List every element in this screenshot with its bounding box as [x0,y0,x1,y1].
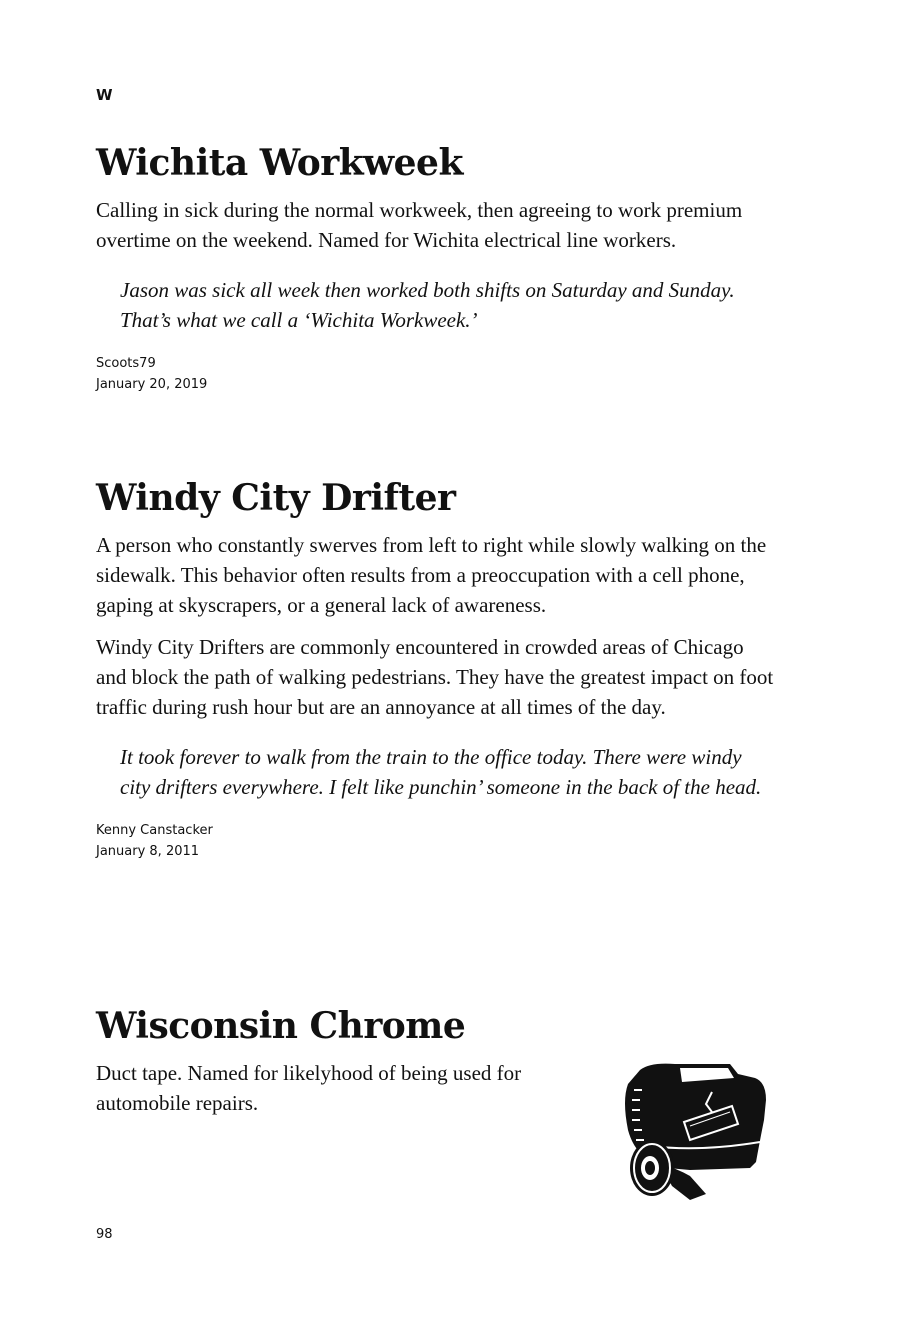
example-quote: It took forever to walk from the train to the office today. There were windy city drifters everywhere. I felt like punchin’ someone in the back of the head. [120,745,762,799]
duct-tape-car-bumper-icon [620,1060,770,1202]
date: January 8, 2011 [96,844,200,859]
definition: Windy City Drifters are commonly encountered in crowded areas of Chicago and block the path of walking pedestrians. They have the greatest impact on foot traffic during rush hour but are an annoyance at all times of the day. [96,635,774,719]
entry-wichita-workweek [96,141,776,395]
date: January 20, 2019 [96,377,208,392]
definition: Duct tape. Named for likelyhood of being used for automobile repairs. [96,1061,522,1115]
example-quote: Jason was sick all week then worked both shifts on Saturday and Sunday. That’s what we call a ‘Wichita Workweek.’ [120,278,735,332]
headword: Wisconsin Chrome [96,1005,466,1047]
headword: Windy City Drifter [96,477,456,519]
definition: A person who constantly swerves from left to right while slowly walking on the sidewalk. This behavior often results from a preoccupation with a cell phone, gaping at skyscrapers, or a general lack of awareness. [96,533,767,617]
byline [96,353,776,395]
section-letter: W [96,86,113,104]
byline [96,820,776,862]
headword: Wichita Workweek [96,142,463,184]
author: Scoots79 [96,356,156,371]
author: Kenny Canstacker [96,823,213,838]
definition: Calling in sick during the normal workweek, then agreeing to work premium overtime on the weekend. Named for Wichita electrical line workers. [96,198,743,252]
page-number: 98 [96,1227,113,1242]
entry-windy-city-drifter [96,476,776,862]
